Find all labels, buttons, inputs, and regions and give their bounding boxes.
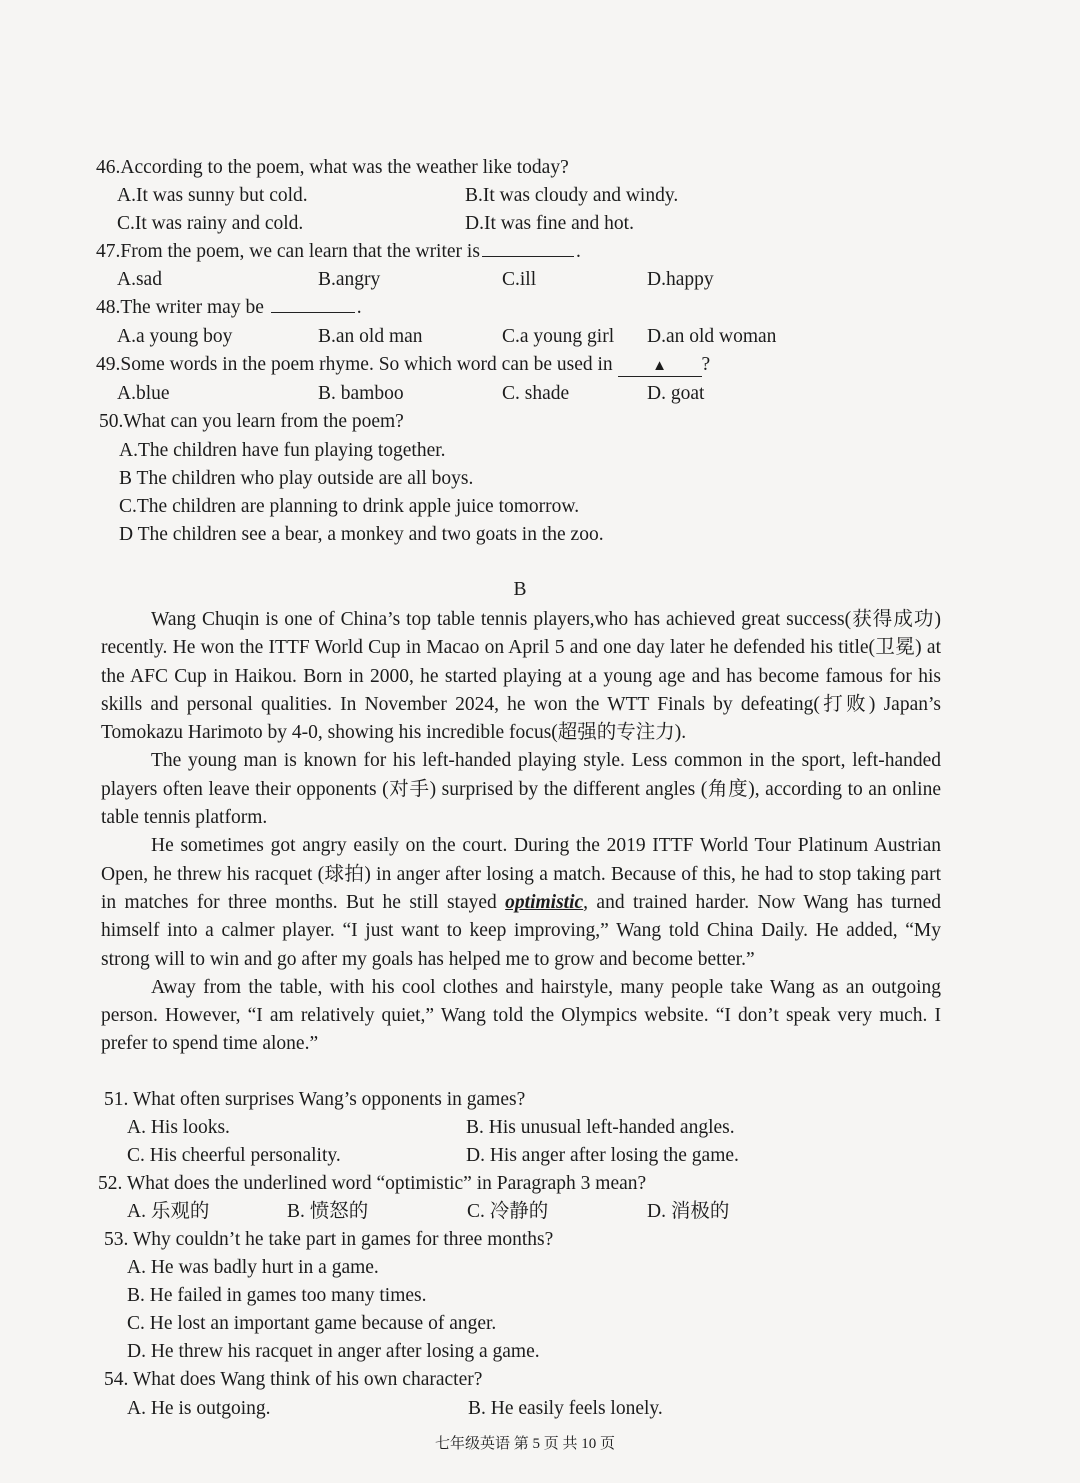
q53-option-a: A. He was badly hurt in a game. <box>127 1257 379 1278</box>
q47-option-a: A.sad <box>117 269 162 290</box>
question-46: 46.According to the poem, what was the weather like today? <box>96 157 569 178</box>
q48-option-c: C.a young girl <box>502 326 615 347</box>
q52-option-c: C. 冷静的 <box>467 1201 549 1222</box>
q51-option-b: B. His unusual left-handed angles. <box>466 1117 735 1138</box>
q46-option-c: C.It was rainy and cold. <box>117 213 304 234</box>
q49-option-b: B. bamboo <box>318 383 404 404</box>
q53-option-c: C. He lost an important game because of anger. <box>127 1313 497 1334</box>
q48-option-d: D.an old woman <box>647 326 777 347</box>
q49-stem: 49.Some words in the poem rhyme. So which word can be used in <box>96 354 613 375</box>
q49-option-d: D. goat <box>647 383 705 404</box>
q52-option-b: B. 愤怒的 <box>287 1201 369 1222</box>
triangle-blank-icon: ▲ <box>618 356 702 377</box>
question-54: 54. What does Wang think of his own character? <box>104 1369 483 1390</box>
paragraph-1: Wang Chuqin is one of China’s top table tennis players,who has achieved great success(获得成功) recently. He won the ITTF World Cup in Macao on April 5 and one day later he defended his title(卫冕) at the AFC Cup in Haikou. Born in 2000, he started playing at a young age and has become famous for his skills and personal qualities. In November 2024, he won the WTT Finals by defeating(打败) Japan’s Tomokazu Harimoto by 4-0, showing his incredible focus(超强的专注力). <box>101 609 941 744</box>
page-footer: 七年级英语 第 5 页 共 10 页 <box>434 1436 615 1452</box>
q51-option-a: A. His looks. <box>127 1117 230 1138</box>
underlined-word: optimistic <box>505 891 584 913</box>
question-53: 53. Why couldn’t he take part in games for three months? <box>104 1229 554 1250</box>
q54-option-b: B. He easily feels lonely. <box>468 1398 663 1419</box>
q46-option-b: B.It was cloudy and windy. <box>465 185 679 206</box>
section-heading: B <box>513 579 527 600</box>
question-51: 51. What often surprises Wang’s opponents in games? <box>104 1089 526 1110</box>
q48-option-b: B.an old man <box>318 326 423 347</box>
q48-stem: 48.The writer may be <box>96 297 269 318</box>
question-52: 52. What does the underlined word “optimistic” in Paragraph 3 mean? <box>98 1173 647 1194</box>
q52-option-d: D. 消极的 <box>647 1201 730 1222</box>
paragraph-4: Away from the table, with his cool clothes and hairstyle, many people take Wang as an outgoing person. However, “I am relatively quiet,” Wang told the Olympics website. “I don’t speak very much. I prefer to spend time alone.” <box>101 976 941 1055</box>
q47-option-b: B.angry <box>318 269 381 290</box>
q46-option-d: D.It was fine and hot. <box>465 213 634 234</box>
paragraph-3 <box>101 832 941 973</box>
q47-option-c: C.ill <box>502 269 537 290</box>
q47-option-d: D.happy <box>647 269 714 290</box>
q46-option-a: A.It was sunny but cold. <box>117 185 308 206</box>
question-49: 49.Some words in the poem rhyme. So which word can be used in ▲ ? <box>96 354 711 375</box>
question-48: 48.The writer may be . <box>96 294 362 322</box>
q50-option-d: D The children see a bear, a monkey and two goats in the zoo. <box>119 524 604 545</box>
q49-option-c: C. shade <box>502 383 570 404</box>
question-50: 50.What can you learn from the poem? <box>99 411 404 432</box>
paragraph-3-part-1: He sometimes got angry easily on the court. During the 2019 ITTF World Tour Platinum Austrian Open, he threw his racquet (球拍) in anger after losing a match. Because of this, he had to stop taking part in matches for three months. But he still stayed <box>101 835 941 913</box>
q47-stem: 47.From the poem, we can learn that the writer is <box>96 241 480 262</box>
q49-option-a: A.blue <box>117 383 170 404</box>
q50-option-c: C.The children are planning to drink apple juice tomorrow. <box>119 496 580 517</box>
passage <box>101 606 941 1059</box>
paragraph-2: The young man is known for his left-handed playing style. Less common in the sport, left-handed players often leave their opponents (对手) surprised by the different angles (角度), according to an online table tennis platform. <box>101 750 941 829</box>
q50-option-b: B The children who play outside are all boys. <box>119 468 474 489</box>
q50-option-a: A.The children have fun playing together. <box>119 440 446 461</box>
q52-option-a: A. 乐观的 <box>127 1201 210 1222</box>
q53-option-d: D. He threw his racquet in anger after losing a game. <box>127 1341 540 1362</box>
answer-blank <box>482 238 574 257</box>
question-47: 47.From the poem, we can learn that the writer is . <box>96 238 581 266</box>
q53-option-b: B. He failed in games too many times. <box>127 1285 427 1306</box>
answer-blank <box>271 294 355 313</box>
paragraph-3-part-2: , and trained harder. Now Wang has turned himself into a calmer player. “I just want to keep improving,” Wang told China Daily. He added, “My strong will to win and go after my goals has helped me to grow and become better.” <box>101 891 941 970</box>
q48-option-a: A.a young boy <box>117 326 233 347</box>
q54-option-a: A. He is outgoing. <box>127 1398 271 1419</box>
q51-option-c: C. His cheerful personality. <box>127 1145 341 1166</box>
q51-option-d: D. His anger after losing the game. <box>466 1145 739 1166</box>
